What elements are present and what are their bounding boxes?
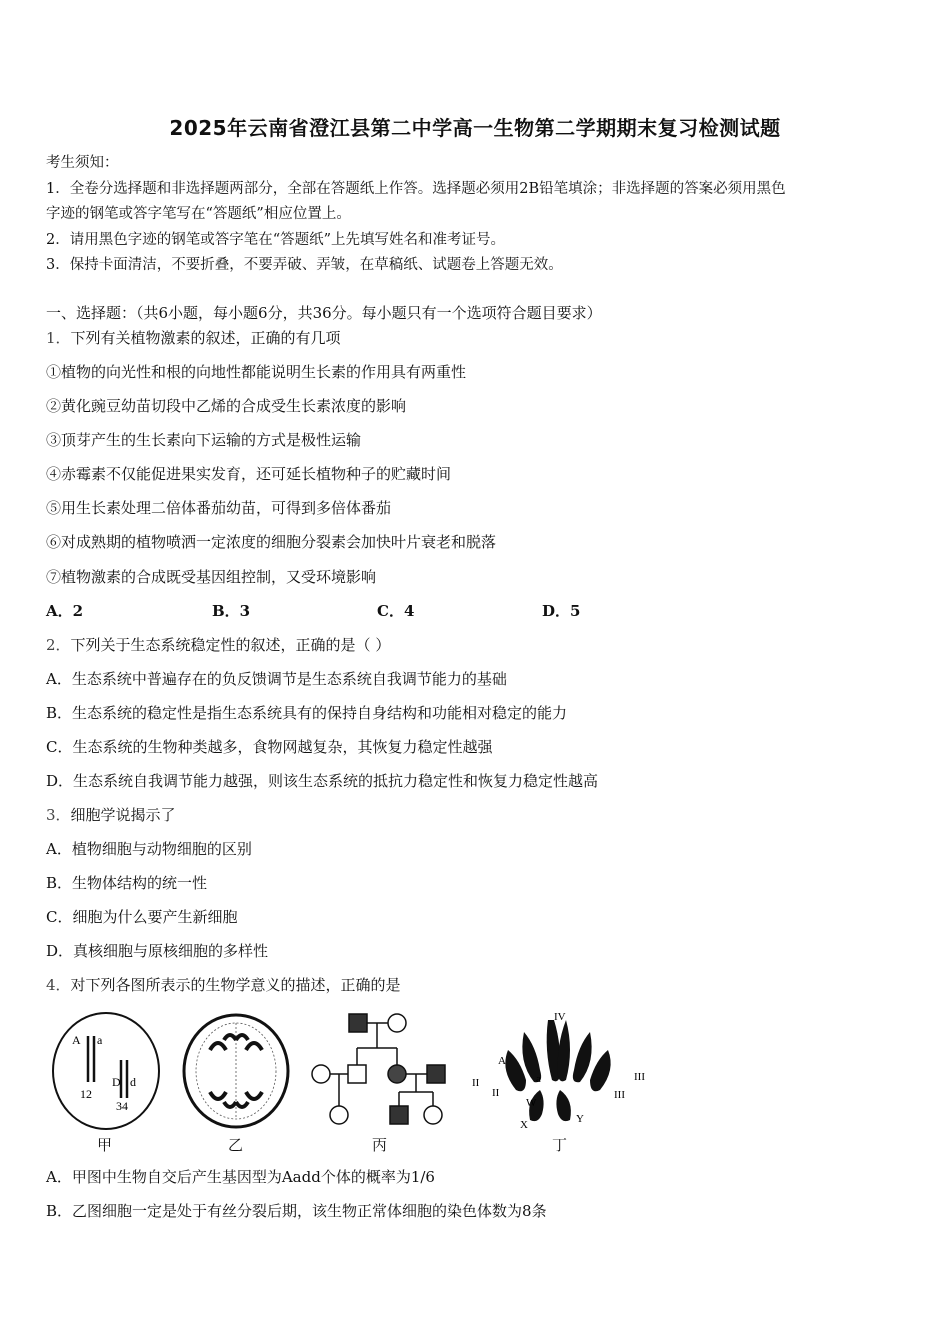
notice-line-3: 3．保持卡面清洁，不要折叠，不要弄破、弄皱，在草稿纸、试题卷上答题无效。 xyxy=(46,257,563,273)
q1-item-2: ②黄化豌豆幼苗切段中乙烯的合成受生长素浓度的影响 xyxy=(46,397,407,415)
q1-item-3: ③顶芽产生的生长素向下运输的方式是极性运输 xyxy=(46,431,362,449)
q1-option-b[interactable]: B．3 xyxy=(212,602,251,620)
q1-item-7: ⑦植物激素的合成既受基因组控制，又受环境影响 xyxy=(46,568,377,586)
normal-male xyxy=(348,1065,366,1083)
label-III-inner: III xyxy=(614,1089,625,1101)
affected-male xyxy=(390,1106,408,1124)
q3-option-a[interactable] xyxy=(46,838,252,859)
question-2-stem xyxy=(46,634,390,655)
gene-label-a: a xyxy=(97,1033,103,1047)
q4-option-a[interactable] xyxy=(46,1166,435,1187)
figure-yi-cell xyxy=(180,1010,292,1132)
q4-option-b[interactable] xyxy=(46,1200,547,1221)
normal-female xyxy=(388,1014,406,1032)
q3-option-c[interactable] xyxy=(46,906,237,927)
chromosome-II-left xyxy=(505,1050,526,1091)
figure-label-ding: 丁 xyxy=(552,1136,568,1154)
question-3-stem xyxy=(46,804,176,825)
option-text: D．生态系统自我调节能力越强，则该生态系统的抵抗力稳定性和恢复力稳定性越高 xyxy=(46,772,599,790)
figure-ding-chromosomes xyxy=(468,1010,653,1132)
figure-label-jia: 甲 xyxy=(97,1136,113,1154)
label-IV: IV xyxy=(554,1011,566,1023)
normal-female xyxy=(424,1106,442,1124)
label-W: W xyxy=(526,1097,537,1109)
label-X: X xyxy=(520,1119,528,1131)
normal-female xyxy=(312,1065,330,1083)
section-heading: 一、选择题：（共6小题，每小题6分，共36分。每小题只有一个选项符合题目要求） xyxy=(46,304,602,322)
q3-option-d[interactable] xyxy=(46,940,268,961)
q2-option-c[interactable] xyxy=(46,736,492,757)
q2-option-d[interactable] xyxy=(46,770,598,791)
question-1-stem xyxy=(46,327,341,348)
label-A: A xyxy=(498,1055,506,1067)
chromosome-Y xyxy=(556,1090,570,1121)
normal-female xyxy=(330,1106,348,1124)
q1-item-1: ①植物的向光性和根的向地性都能说明生长素的作用具有两重性 xyxy=(46,363,467,381)
figure-jia-cell xyxy=(50,1010,162,1132)
figure-label-bing: 丙 xyxy=(372,1136,388,1154)
label-a: a xyxy=(536,1073,541,1085)
notice-line-2: 2．请用黑色字迹的钢笔或答字笔在“答题纸”上先填写姓名和准考证号。 xyxy=(46,232,506,248)
question-number: 1． xyxy=(46,329,71,347)
option-text: A．植物细胞与动物细胞的区别 xyxy=(46,840,252,858)
label-Y: Y xyxy=(576,1113,584,1125)
chromosome-III-inner xyxy=(573,1032,592,1082)
affected-male xyxy=(427,1065,445,1083)
question-4-stem xyxy=(46,974,401,995)
chromosome-III-right xyxy=(590,1050,611,1091)
q2-option-b[interactable] xyxy=(46,702,567,723)
notice-line-1b: 字迹的钢笔或答字笔写在“答题纸”相应位置上。 xyxy=(46,206,351,222)
question-text: 细胞学说揭示了 xyxy=(70,806,176,824)
option-text: C．生态系统的生物种类越多，食物网越复杂，其恢复力稳定性越强 xyxy=(46,738,493,756)
chromosome-IV-right xyxy=(558,1020,570,1081)
affected-male xyxy=(349,1014,367,1032)
question-text: 下列关于生态系统稳定性的叙述，正确的是（ ） xyxy=(70,636,391,654)
option-text: B．乙图细胞一定是处于有丝分裂后期，该生物正常体细胞的染色体数为8条 xyxy=(46,1202,547,1220)
label-III-outer: III xyxy=(634,1071,645,1083)
q3-option-b[interactable] xyxy=(46,872,207,893)
question-number: 3． xyxy=(46,806,71,824)
option-text: B．生物体结构的统一性 xyxy=(46,874,208,892)
question-number: 2． xyxy=(46,636,71,654)
notice-line-1a: 1．全卷分选择题和非选择题两部分，全部在答题纸上作答。选择题必须用2B铅笔填涂；非选择题的答案必须用黑色 xyxy=(46,181,786,197)
q1-item-5: ⑤用生长素处理二倍体番茄幼苗，可得到多倍体番茄 xyxy=(46,499,392,517)
chromosome-number-12: 12 xyxy=(80,1087,92,1101)
chromosome-number-34: 34 xyxy=(116,1099,128,1113)
question-text: 对下列各图所表示的生物学意义的描述，正确的是 xyxy=(70,976,401,994)
affected-female xyxy=(388,1065,406,1083)
question-number: 4． xyxy=(46,976,71,994)
question-text: 下列有关植物激素的叙述，正确的有几项 xyxy=(70,329,341,347)
figure-label-yi: 乙 xyxy=(228,1136,244,1154)
cell-outline xyxy=(53,1013,159,1129)
q1-option-c[interactable]: C．4 xyxy=(377,602,415,620)
q1-item-4: ④赤霉素不仅能促进果实发育，还可延长植物种子的贮藏时间 xyxy=(46,465,452,483)
q1-option-a[interactable]: A．2 xyxy=(46,602,84,620)
label-II-outer: II xyxy=(472,1077,480,1089)
option-text: A．甲图中生物自交后产生基因型为Aadd个体的概率为1/6 xyxy=(46,1168,435,1186)
page-title: 2025年云南省澄江县第二中学高一生物第二学期期末复习检测试题 xyxy=(169,116,781,140)
label-II-inner: II xyxy=(492,1087,500,1099)
q2-option-a[interactable] xyxy=(46,668,507,689)
gene-label-D: D xyxy=(112,1075,121,1089)
q1-item-6: ⑥对成熟期的植物喷洒一定浓度的细胞分裂素会加快叶片衰老和脱落 xyxy=(46,533,497,551)
option-text: D．真核细胞与原核细胞的多样性 xyxy=(46,942,269,960)
gene-label-d: d xyxy=(130,1075,136,1089)
option-text: A．生态系统中普遍存在的负反馈调节是生态系统自我调节能力的基础 xyxy=(46,670,507,688)
notice-heading: 考生须知： xyxy=(46,155,119,171)
q1-option-d[interactable]: D．5 xyxy=(542,602,581,620)
option-text: B．生态系统的稳定性是指生态系统具有的保持自身结构和功能相对稳定的能力 xyxy=(46,704,568,722)
gene-label-A: A xyxy=(72,1033,81,1047)
option-text: C．细胞为什么要产生新细胞 xyxy=(46,908,238,926)
figure-bing-pedigree xyxy=(305,1010,455,1132)
